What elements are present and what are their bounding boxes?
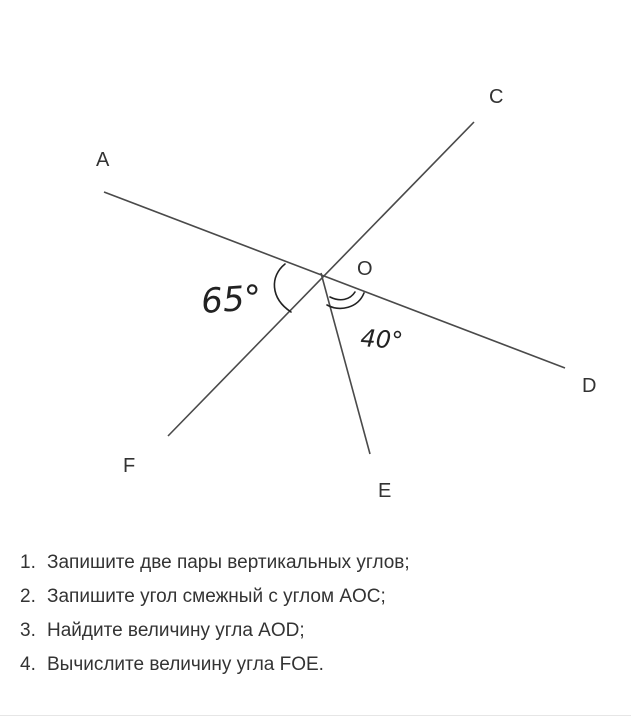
task-number: 4.: [20, 654, 36, 675]
label-point-f: F: [123, 455, 136, 477]
line-cf: [168, 122, 474, 436]
line-ad: [104, 192, 565, 368]
label-point-a: A: [96, 149, 110, 171]
angle-value-left: 65°: [199, 277, 263, 322]
ray-oe: [321, 273, 370, 454]
angle-arc-doe-inner: [330, 292, 355, 300]
task-item: [20, 580, 410, 614]
task-item: [20, 546, 410, 580]
task-number: 1.: [20, 552, 36, 573]
angle-value-right: 40°: [359, 324, 404, 355]
label-point-c: C: [489, 86, 504, 108]
angle-arc-aof: [274, 264, 291, 312]
task-text: Запишите угол смежный с углом AOC;: [47, 586, 386, 607]
bottom-divider: [0, 715, 631, 716]
task-text: Вычислите величину угла FOE.: [47, 654, 324, 675]
task-number: 3.: [20, 620, 36, 641]
task-item: [20, 648, 410, 682]
label-point-d: D: [582, 375, 597, 397]
task-number: 2.: [20, 586, 36, 607]
task-list: [20, 546, 410, 682]
label-point-e: E: [378, 480, 392, 502]
task-text: Запишите две пары вертикальных углов;: [47, 552, 410, 573]
task-text: Найдите величину угла AOD;: [47, 620, 305, 641]
label-point-o: O: [357, 258, 373, 280]
angle-arc-doe-outer: [327, 293, 364, 308]
task-item: [20, 614, 410, 648]
